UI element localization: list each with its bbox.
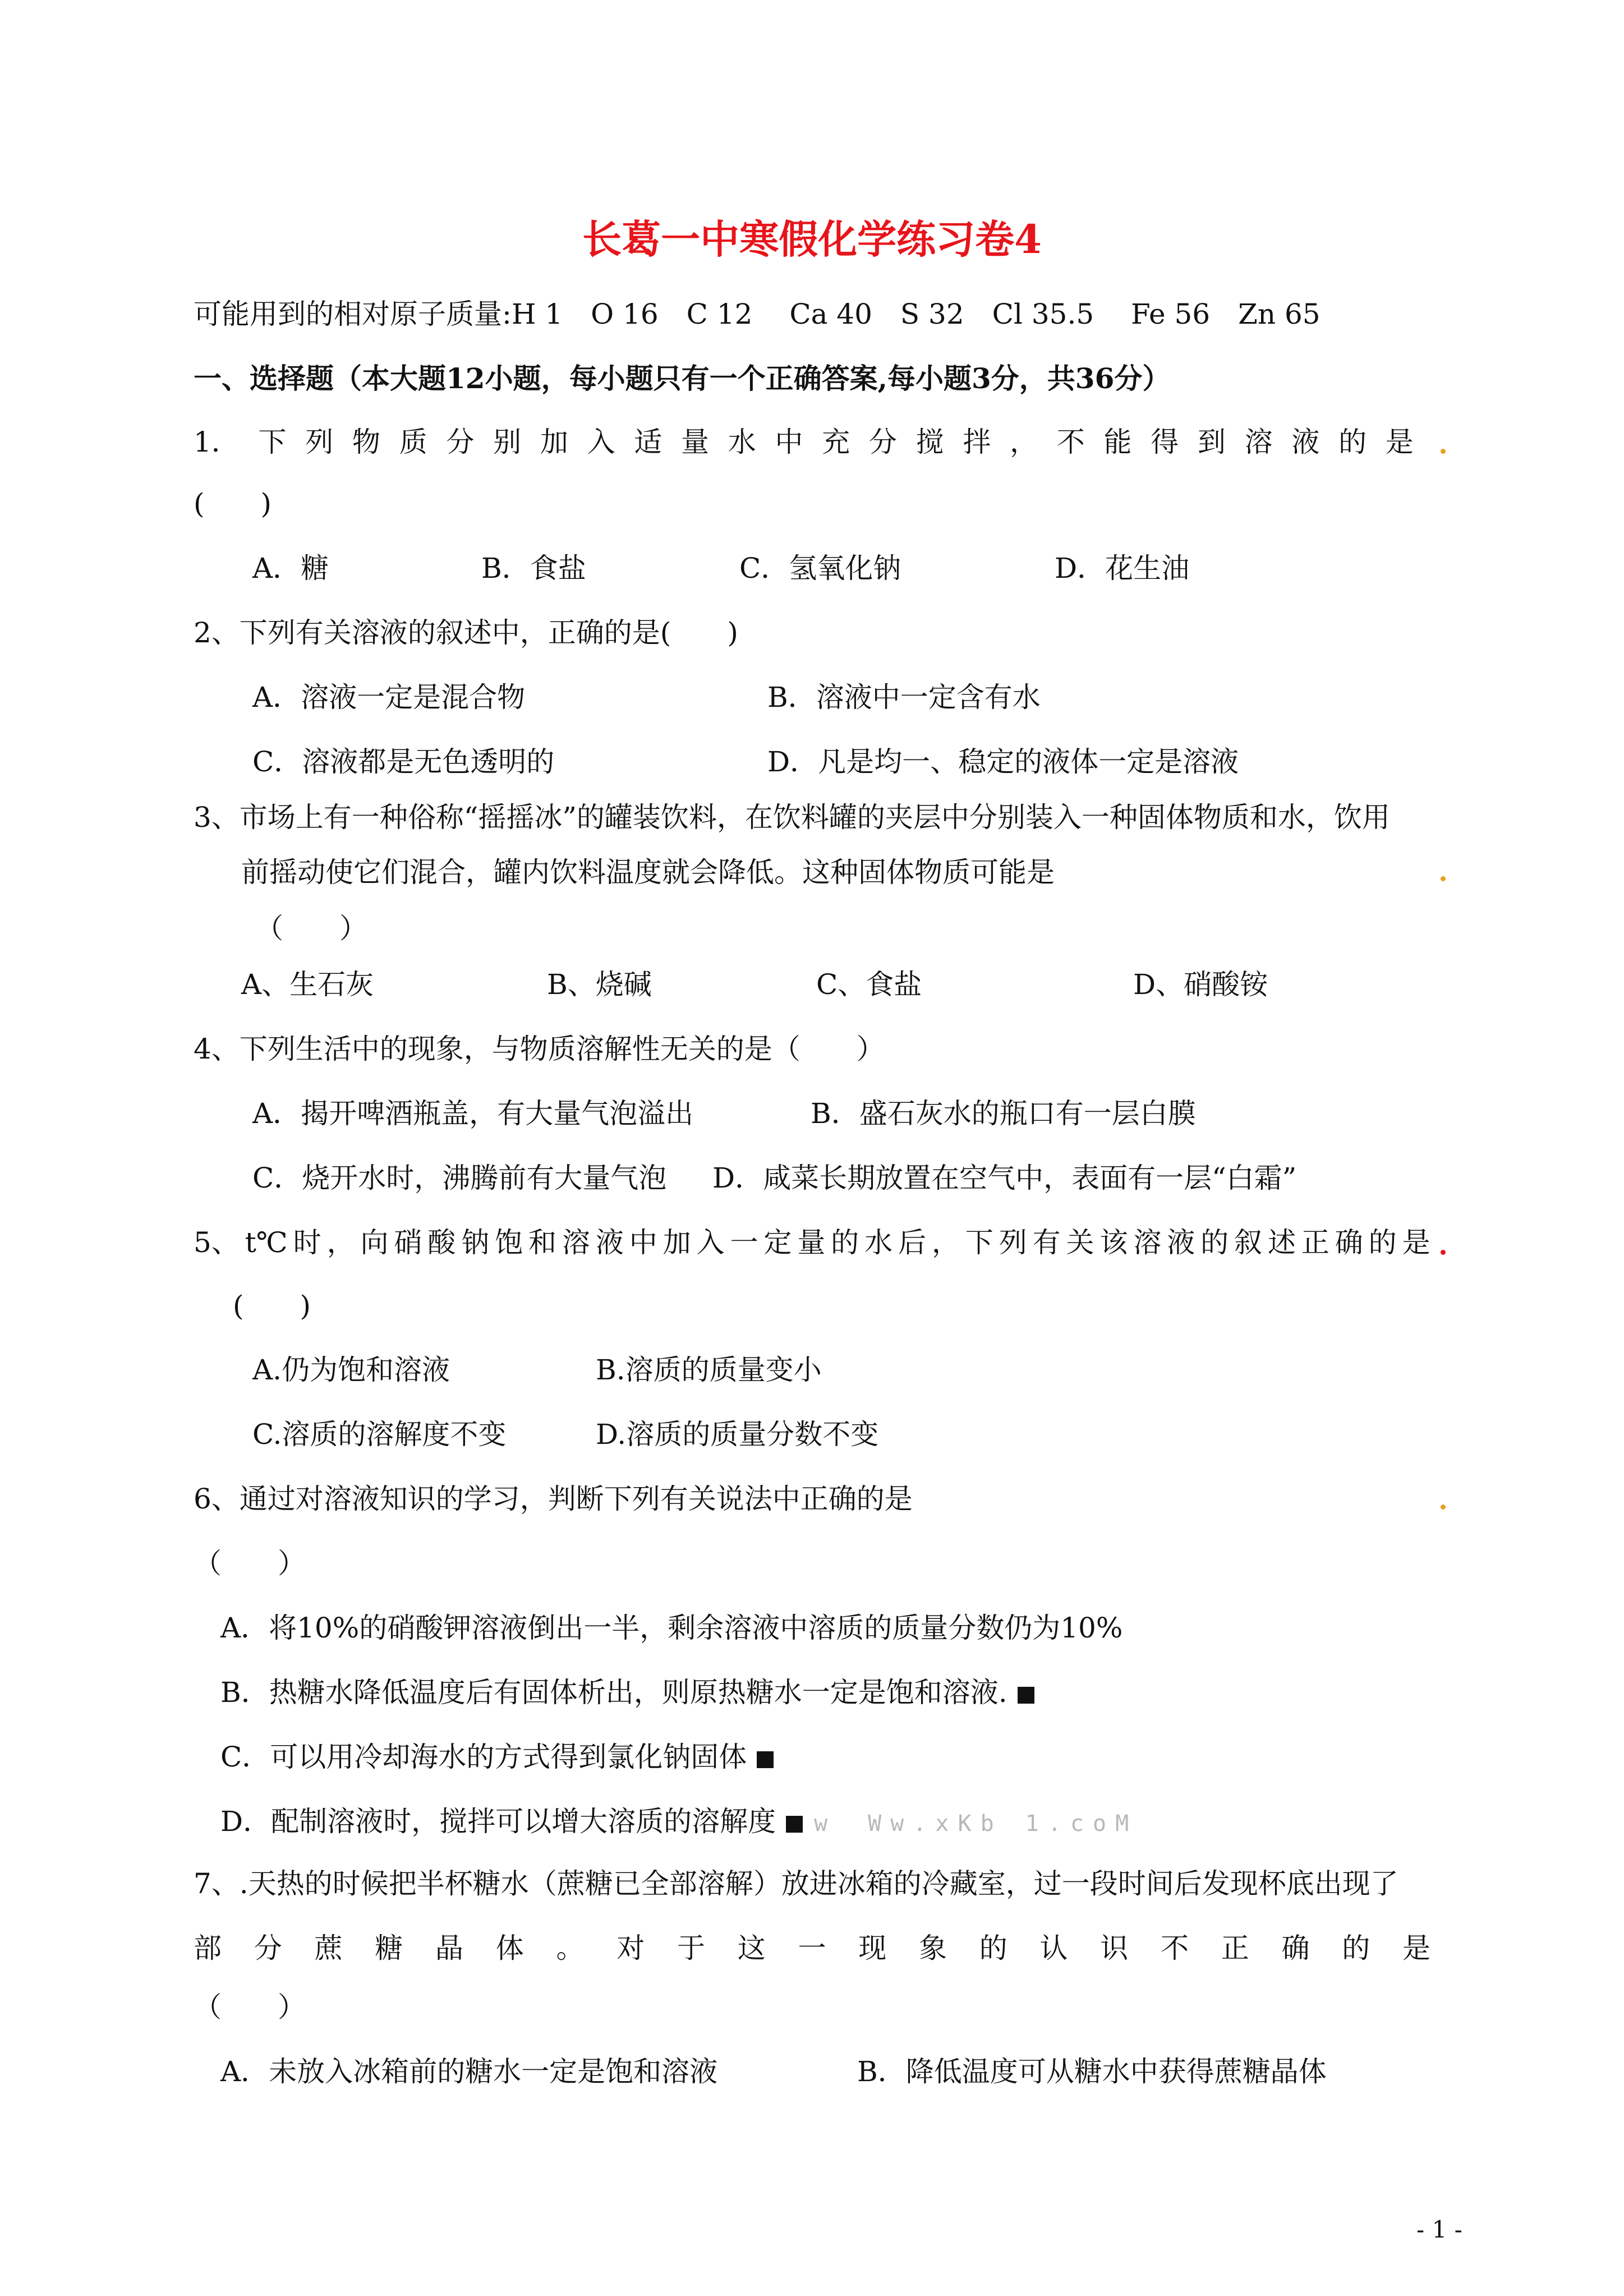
margin-dot (1441, 449, 1446, 454)
q2-option-c: C．溶液都是无色透明的 (252, 746, 555, 778)
stem-char: 入 (696, 1226, 725, 1259)
stem-char: 分 (868, 426, 897, 458)
stem-char: 物 (352, 426, 380, 458)
stem-char: 的 (979, 1932, 1007, 1964)
stem-char: 硝 (394, 1226, 422, 1259)
stem-char: 该 (1099, 1226, 1128, 1259)
stem-char: 溶 (1244, 426, 1273, 458)
stem-char: 晶 (435, 1932, 463, 1964)
stem-char: 一 (730, 1226, 758, 1259)
stem-char: 确 (1335, 1226, 1363, 1259)
q6-option-d-row (220, 1805, 1138, 1841)
stem-char: 得 (1151, 426, 1179, 458)
section-heading: 一、选择题（本大题12小题，每小题只有一个正确答案,每小题3分，共36分） (194, 362, 1171, 395)
atomic-masses: 可能用到的相对原子质量:H 1 O 16 C 12 Ca 40 S 32 Cl 35.5 Fe 56 Zn 65 (194, 298, 1321, 330)
question-7-stem-line1: 7、.天热的时候把半杯糖水（蔗糖已全部溶解）放进冰箱的冷藏室，过一段时间后发现杯底出现了 (194, 1867, 1398, 1900)
stem-char: 正 (1301, 1226, 1329, 1259)
stem-char: 的 (1342, 1932, 1370, 1964)
stem-char: 分 (446, 426, 475, 458)
stem-char: 关 (1066, 1226, 1094, 1259)
stem-char: 酸 (427, 1226, 456, 1259)
stem-char: 体 (495, 1932, 524, 1964)
black-square-icon (786, 1816, 803, 1833)
stem-char: 列 (305, 426, 334, 458)
stem-char: 液 (595, 1226, 624, 1259)
stem-char: t℃ (245, 1226, 288, 1259)
stem-char: 的 (831, 1226, 859, 1259)
black-square-icon (757, 1751, 774, 1768)
q5-option-c: C.溶质的溶解度不变 (252, 1418, 507, 1451)
page-number: - 1 - (1416, 2216, 1462, 2243)
stem-char: 对 (617, 1932, 645, 1964)
page-title: 长葛一中寒假化学练习卷4 (582, 216, 1042, 263)
stem-char: 入 (587, 426, 615, 458)
q2-option-a: A．溶液一定是混合物 (252, 681, 526, 714)
question-3-stem-line1: 3、市场上有一种俗称“摇摇冰”的罐装饮料，在饮料罐的夹层中分别装入一种固体物质和水，饮用 (194, 801, 1390, 834)
stem-char: 的 (1338, 426, 1367, 458)
q3-option-d: D、硝酸铵 (1133, 968, 1268, 1001)
stem-char: ， (326, 1226, 355, 1259)
stem-char: 5、 (194, 1226, 240, 1259)
stem-char: 适 (634, 426, 663, 458)
q7-option-b: B．降低温度可从糖水中获得蔗糖晶体 (857, 2055, 1327, 2088)
q5-option-a: A.仍为饱和溶液 (252, 1354, 450, 1386)
question-7-stem-line2 (194, 1931, 1430, 1965)
question-6-stem: 6、通过对溶液知识的学习，判断下列有关说法中正确的是 (194, 1483, 913, 1515)
q1-option-c: C．氢氧化钠 (739, 552, 901, 585)
stem-char: 搅 (915, 426, 944, 458)
stem-char: 下 (965, 1226, 993, 1259)
stem-char: 和 (528, 1226, 556, 1259)
q4-option-a: A．揭开啤酒瓶盖，有大量气泡溢出 (252, 1097, 694, 1130)
stem-char: 现 (858, 1932, 887, 1964)
stem-char: 于 (677, 1932, 705, 1964)
stem-char: 量 (681, 426, 709, 458)
question-2-stem: 2、下列有关溶液的叙述中，正确的是( ) (194, 616, 738, 649)
q1-option-a: A．糖 (252, 552, 329, 585)
stem-char: 象 (919, 1932, 947, 1964)
stem-char: 下 (258, 426, 287, 458)
stem-char: 不 (1161, 1932, 1189, 1964)
stem-char: 。 (556, 1932, 585, 1964)
stem-char: 定 (763, 1226, 792, 1259)
stem-char: 质 (399, 426, 427, 458)
q6-option-b: B．热糖水降低温度后有固体析出，则原热糖水一定是饱和溶液. (220, 1676, 1007, 1709)
stem-char: 是 (1402, 1226, 1430, 1259)
q6-option-c: C．可以用冷却海水的方式得到氯化钠固体 (220, 1741, 747, 1773)
q4-option-c: C．烧开水时，沸腾前有大量气泡 (252, 1162, 667, 1194)
q3-option-b: B、烧碱 (547, 968, 652, 1001)
margin-dot (1441, 1504, 1446, 1510)
q2-option-b: B．溶液中一定含有水 (767, 681, 1041, 714)
question-3-stem-line2: 前摇动使它们混合，罐内饮料温度就会降低。这种固体物质可能是 (241, 856, 1055, 889)
stem-char: 糖 (375, 1932, 403, 1964)
stem-char: 一 (798, 1932, 826, 1964)
q2-option-d: D．凡是均一、稳定的液体一定是溶液 (767, 746, 1239, 778)
stem-char: 到 (1197, 426, 1226, 458)
q4-option-d: D．咸菜长期放置在空气中，表面有一层“白霜” (712, 1162, 1297, 1194)
stem-char: 确 (1281, 1932, 1310, 1964)
stem-char: 加 (663, 1226, 691, 1259)
question-7-paren: （ ） (194, 1991, 306, 2023)
stem-char: 有 (1032, 1226, 1061, 1259)
q6-option-a: A．将10%的硝酸钾溶液倒出一半，剩余溶液中溶质的质量分数仍为10% (220, 1612, 1123, 1644)
watermark-text: w Ww.xKb 1.coM (814, 1811, 1138, 1837)
margin-dot (1441, 1250, 1446, 1255)
q3-option-c: C、食盐 (816, 968, 922, 1001)
stem-char: 能 (1103, 426, 1132, 458)
q5-option-b: B.溶质的质量变小 (596, 1354, 822, 1386)
stem-char: 列 (999, 1226, 1027, 1259)
question-1-stem (194, 425, 1414, 459)
question-5-stem (194, 1226, 1430, 1259)
stem-char: 这 (737, 1932, 766, 1964)
stem-char: 水 (728, 426, 756, 458)
stem-char: 后 (898, 1226, 926, 1259)
stem-char: 是 (1385, 426, 1414, 458)
stem-char: 部 (194, 1932, 222, 1964)
stem-char: 加 (540, 426, 568, 458)
q6-option-b-row (220, 1676, 1034, 1709)
q3-option-a: A、生石灰 (241, 968, 374, 1001)
question-6-paren: （ ） (194, 1547, 306, 1580)
stem-char: 叙 (1234, 1226, 1263, 1259)
question-5-paren: ( ) (233, 1290, 311, 1322)
black-square-icon (1018, 1687, 1034, 1704)
stem-char: 不 (1056, 426, 1085, 458)
stem-char: 溶 (1133, 1226, 1162, 1259)
stem-char: ， (1010, 426, 1038, 458)
stem-char: 水 (864, 1226, 893, 1259)
stem-char: 向 (360, 1226, 389, 1259)
q4-option-b: B．盛石灰水的瓶口有一层白膜 (811, 1097, 1196, 1130)
q1-option-b: B．食盐 (481, 552, 586, 585)
q5-option-d: D.溶质的质量分数不变 (596, 1418, 879, 1451)
stem-char: 是 (1402, 1932, 1430, 1964)
stem-char: 拌 (963, 426, 991, 458)
stem-char: 充 (822, 426, 850, 458)
stem-char: 的 (1368, 1226, 1397, 1259)
margin-dot (1441, 876, 1446, 881)
stem-char: 溶 (562, 1226, 590, 1259)
question-4-stem: 4、下列生活中的现象，与物质溶解性无关的是（ ） (194, 1033, 885, 1065)
stem-char: 钠 (461, 1226, 490, 1259)
stem-char: 液 (1291, 426, 1320, 458)
stem-char: 饱 (495, 1226, 523, 1259)
stem-char: 蔗 (314, 1932, 343, 1964)
q6-option-c-row (220, 1740, 774, 1774)
stem-char: 正 (1221, 1932, 1249, 1964)
stem-char: 1． (194, 426, 240, 458)
stem-char: 认 (1039, 1932, 1068, 1964)
stem-char: 分 (254, 1932, 282, 1964)
stem-char: 量 (797, 1226, 826, 1259)
stem-char: 别 (493, 426, 522, 458)
stem-char: 的 (1200, 1226, 1229, 1259)
q1-option-d: D．花生油 (1055, 552, 1190, 585)
q6-option-d: D．配制溶液时，搅拌可以增大溶质的溶解度 (220, 1805, 776, 1838)
stem-char: 时 (293, 1226, 321, 1259)
stem-char: 识 (1100, 1932, 1129, 1964)
stem-char: 液 (1167, 1226, 1195, 1259)
stem-char: 中 (775, 426, 803, 458)
stem-char: 述 (1267, 1226, 1296, 1259)
question-1-paren: ( ) (194, 487, 272, 520)
question-3-paren: （ ） (255, 912, 367, 945)
q7-option-a: A．未放入冰箱前的糖水一定是饱和溶液 (220, 2055, 718, 2088)
stem-char: ， (931, 1226, 960, 1259)
stem-char: 中 (629, 1226, 657, 1259)
